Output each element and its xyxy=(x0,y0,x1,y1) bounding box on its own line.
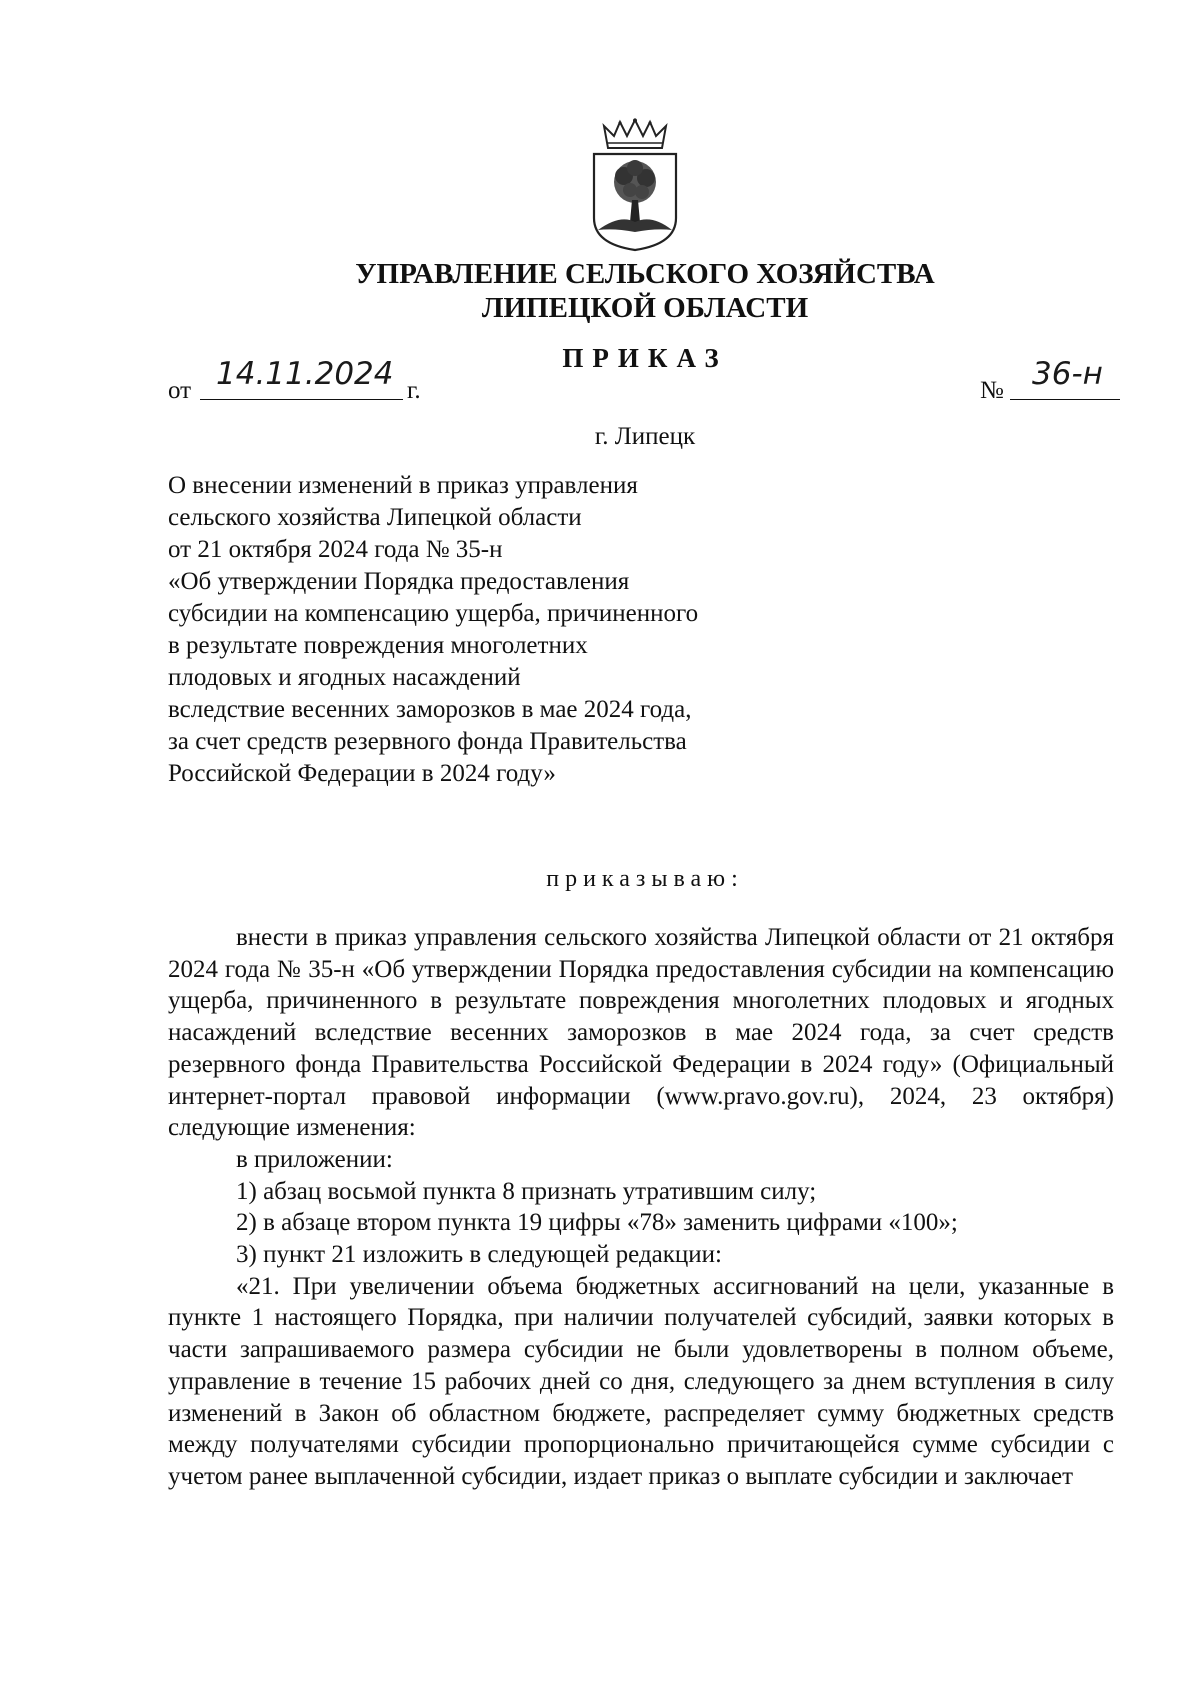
date-prefix: от xyxy=(168,377,192,404)
subject-line: вследствие весенних заморозков в мае 2024 года, xyxy=(168,696,692,723)
orders-word: приказываю: xyxy=(546,866,744,892)
amendment-item-2: 2) в абзаце втором пункта 19 цифры «78» заменить цифрами «100»; xyxy=(236,1209,958,1237)
subject-line: субсидии на компенсацию ущерба, причиненного xyxy=(168,600,699,627)
subject-line: Российской Федерации в 2024 году» xyxy=(168,760,556,787)
handwritten-date: 14.11.2024 xyxy=(216,356,394,392)
date-underline xyxy=(200,399,403,400)
subject-line: сельского хозяйства Липецкой области xyxy=(168,504,582,531)
appendix-line: в приложении: xyxy=(236,1145,393,1173)
intro-paragraph: внести в приказ управления сельского хозяйства Липецкой области от 21 октября 2024 года № 35-н «Об утверждении Порядка предоставления субсидии на компенсацию ущерба, причиненного в результате повреждения многолетних плодовых и ягодных насаждений вследствие весенних заморозков в мае 2024 года, за счет средств резервного фонда Правительства Российской Федерации в 2024 году» (Официальный интернет-портал правовой информации (www.pravo.gov.ru), 2024, 23 октября) следующие изменения: xyxy=(168,924,1114,1142)
subject-line: «Об утверждении Порядка предоставления xyxy=(168,568,630,595)
coat-of-arms-emblem xyxy=(590,118,680,252)
document-type-title: ПРИКАЗ xyxy=(562,343,728,373)
subject-line: за счет средств резервного фонда Правительства xyxy=(168,728,687,755)
date-suffix: г. xyxy=(407,377,421,404)
subject-line: от 21 октября 2024 года № 35-н xyxy=(168,536,503,563)
number-underline xyxy=(1010,399,1120,400)
amendment-item-1: 1) абзац восьмой пункта 8 признать утратившим силу; xyxy=(236,1177,817,1205)
amendment-item-3: 3) пункт 21 изложить в следующей редакции: xyxy=(236,1241,722,1269)
handwritten-number: 36-н xyxy=(1032,356,1103,392)
clause-21-paragraph: «21. При увеличении объема бюджетных ассигнований на цели, указанные в пункте 1 настоящего Порядка, при наличии получателей субсидий, заявки которых в части запрашиваемого размера субсидии не были удовлетворены в полном объеме, управление в течение 15 рабочих дней со дня, следующего за днем вступления в силу изменений в Закон об областном бюджете, распределяет сумму бюджетных средств между получателями субсидии пропорционально причитающейся сумме субсидии с учетом ранее выплаченной субсидии, издает приказ о выплате субсидии и заключает xyxy=(168,1272,1114,1490)
subject-line: О внесении изменений в приказ управления xyxy=(168,472,638,499)
organization-name-line2: ЛИПЕЦКОЙ ОБЛАСТИ xyxy=(481,292,809,324)
order-subject xyxy=(168,470,808,790)
organization-name-line1: УПРАВЛЕНИЕ СЕЛЬСКОГО ХОЗЯЙСТВА xyxy=(355,258,935,290)
subject-line: в результате повреждения многолетних xyxy=(168,632,588,659)
subject-line: плодовых и ягодных насаждений xyxy=(168,664,521,691)
order-body xyxy=(168,922,1114,1493)
city-name: г. Липецк xyxy=(594,423,696,450)
organization-name xyxy=(0,257,1200,325)
number-prefix: № xyxy=(980,377,1004,404)
